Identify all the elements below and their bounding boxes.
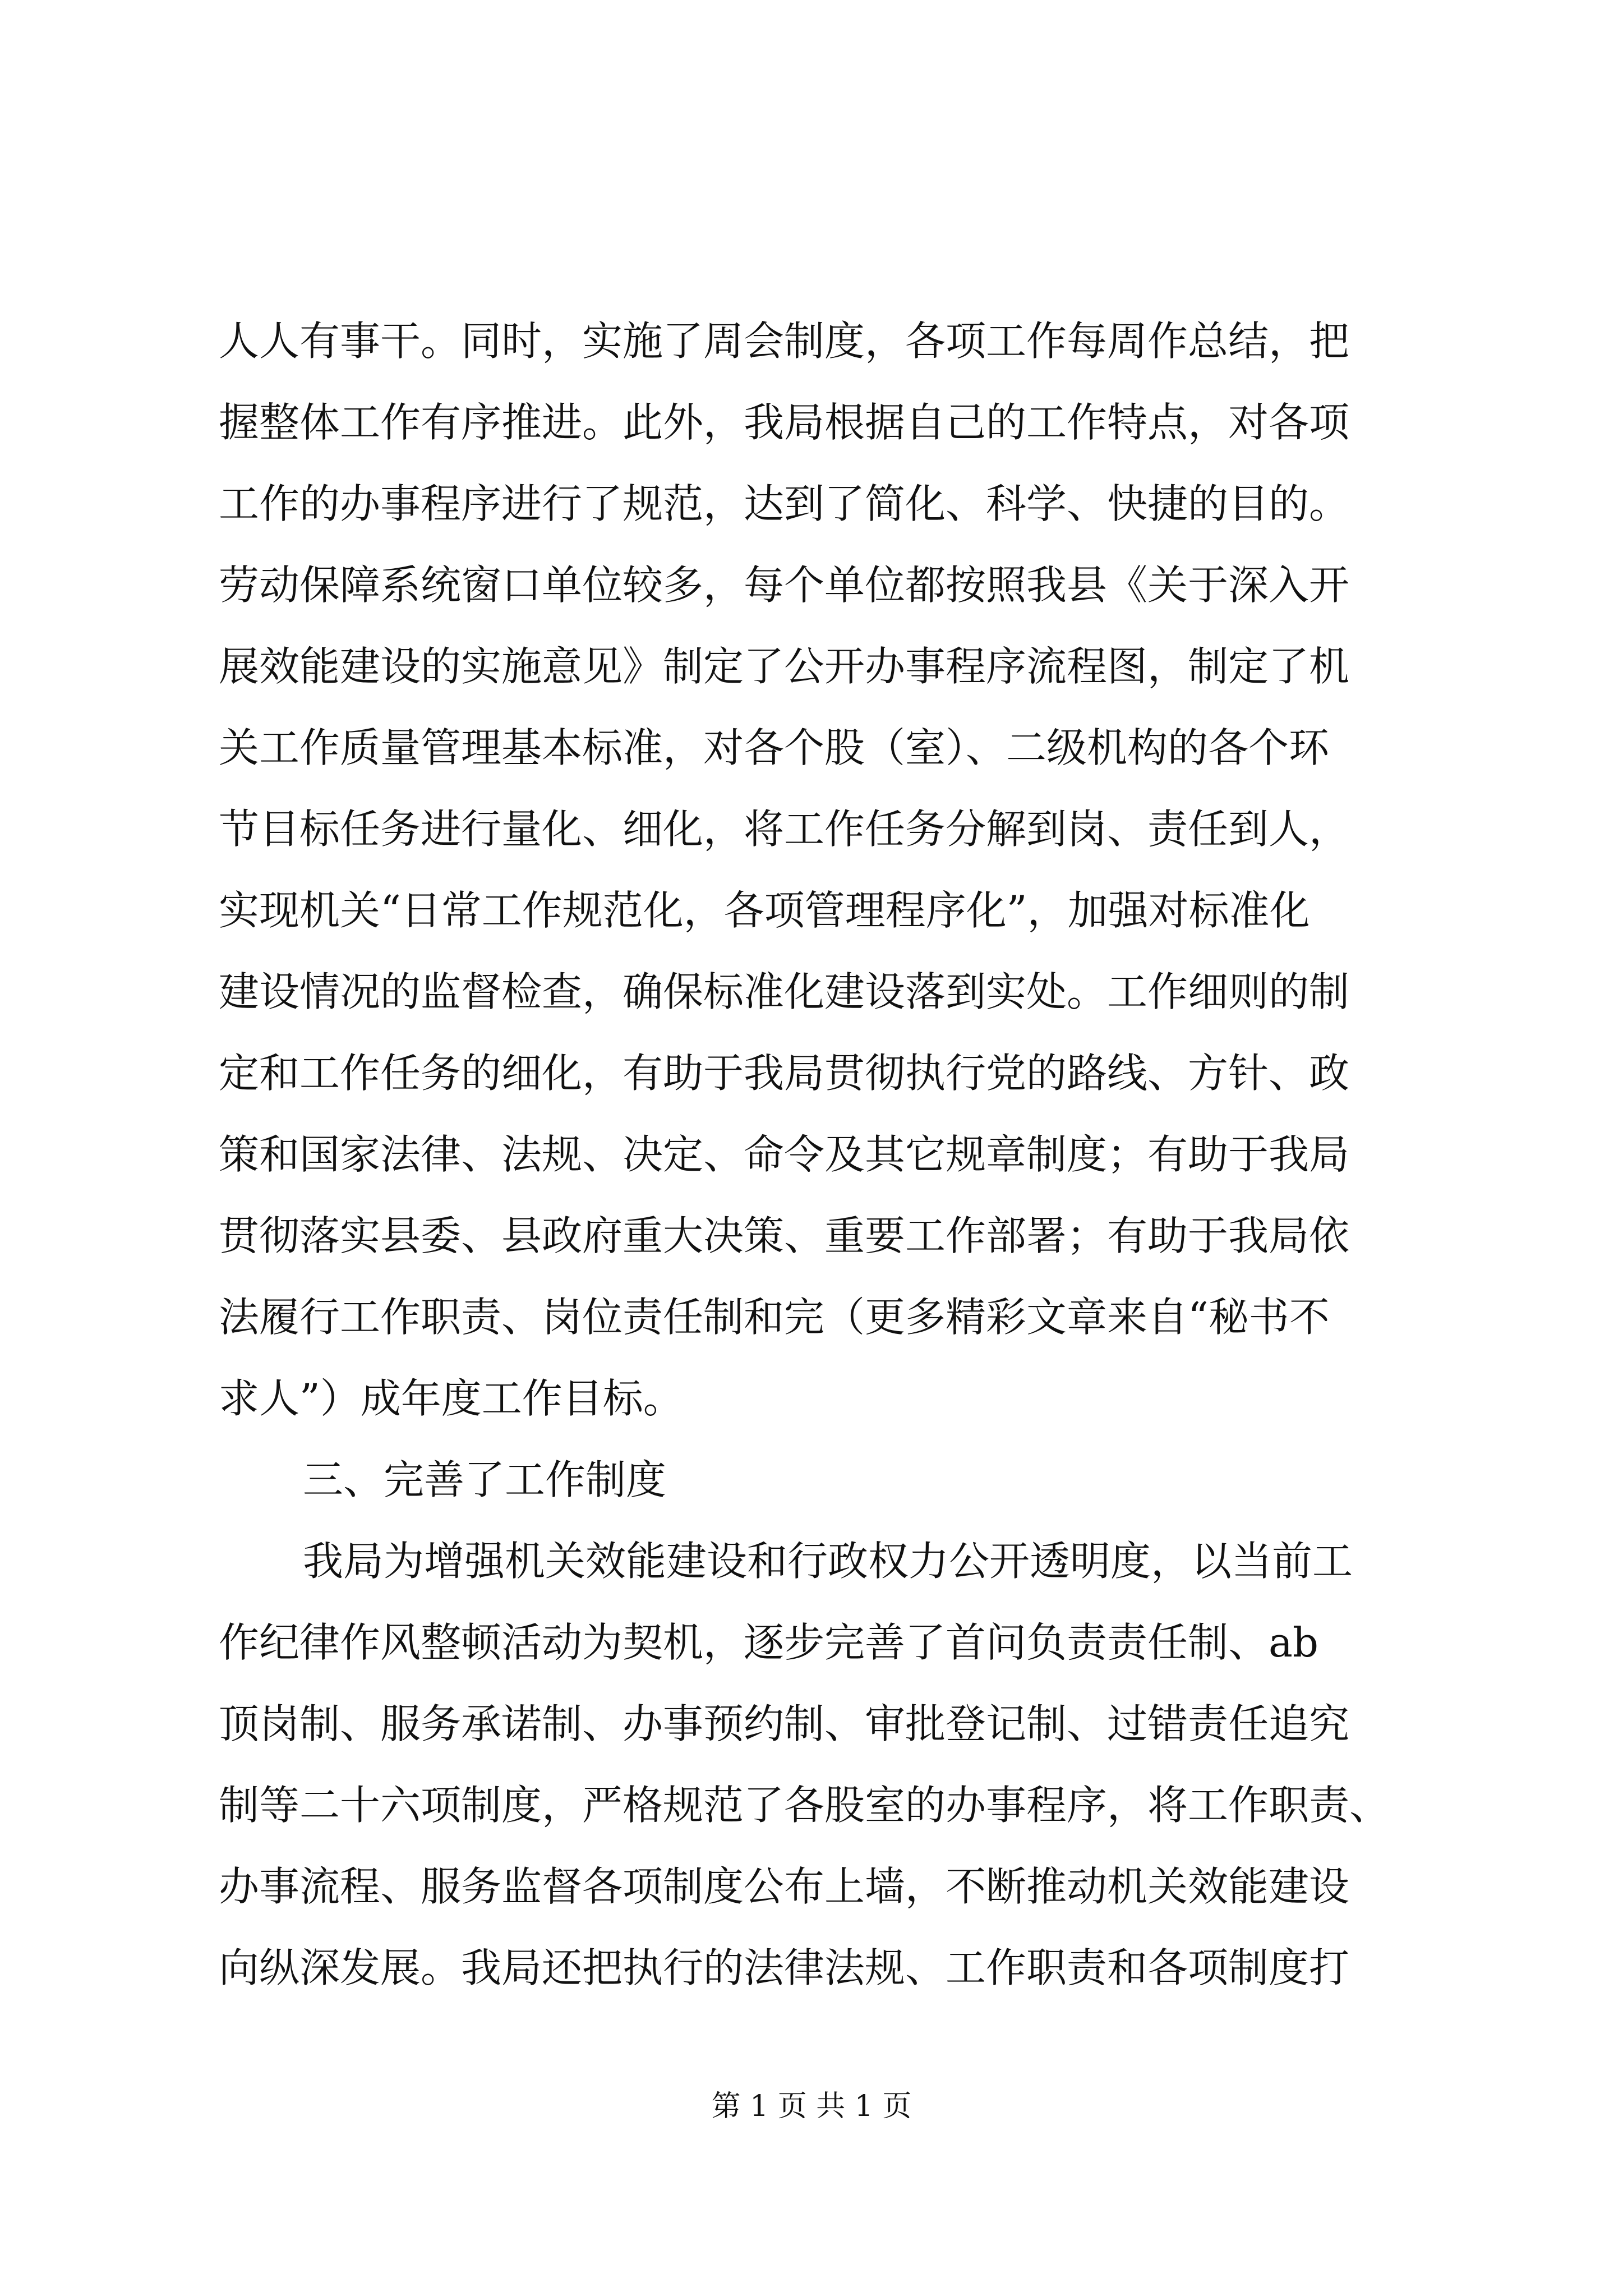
body-text-line: 人人有事干。同时，实施了周会制度，各项工作每周作总结，把 bbox=[219, 318, 1350, 365]
body-text-line: 法履行工作职责、岗位责任制和完（更多精彩文章来自“秘书不 bbox=[219, 1294, 1330, 1341]
body-text-line: 展效能建设的实施意见》制定了公开办事程序流程图，制定了机 bbox=[219, 643, 1350, 690]
body-text-line: 握整体工作有序推进。此外，我局根据自己的工作特点，对各项 bbox=[219, 399, 1350, 446]
section-heading: 三、完善了工作制度 bbox=[303, 1456, 667, 1503]
body-text-line: 办事流程、服务监督各项制度公布上墙，不断推动机关效能建设 bbox=[219, 1863, 1350, 1910]
body-text-line: 劳动保障系统窗口单位较多，每个单位都按照我县《关于深入开 bbox=[219, 562, 1350, 609]
body-text-line: 工作的办事程序进行了规范，达到了简化、科学、快捷的目的。 bbox=[219, 480, 1350, 527]
body-text-line: 实现机关“日常工作规范化，各项管理程序化”，加强对标准化 bbox=[219, 887, 1310, 934]
body-text-line: 求人”）成年度工作目标。 bbox=[219, 1375, 684, 1422]
body-text-line: 贯彻落实县委、县政府重大决策、重要工作部署；有助于我局依 bbox=[219, 1212, 1350, 1259]
body-text-line: 顶岗制、服务承诺制、办事预约制、审批登记制、过错责任追究 bbox=[219, 1700, 1350, 1747]
body-text-line: 制等二十六项制度，严格规范了各股室的办事程序，将工作职责、 bbox=[219, 1782, 1390, 1829]
page-footer: 第 1 页 共 1 页 bbox=[711, 2090, 912, 2123]
body-text-line: 建设情况的监督检查，确保标准化建设落到实处。工作细则的制 bbox=[219, 968, 1350, 1015]
body-text-line: 作纪律作风整顿活动为契机，逐步完善了首问负责责任制、ab bbox=[219, 1619, 1319, 1666]
body-text-line: 我局为增强机关效能建设和行政权力公开透明度，以当前工 bbox=[303, 1538, 1353, 1585]
body-text-line: 关工作质量管理基本标准，对各个股（室）、二级机构的各个环 bbox=[219, 724, 1330, 771]
body-text-line: 定和工作任务的细化，有助于我局贯彻执行党的路线、方针、政 bbox=[219, 1050, 1350, 1097]
body-text-line: 向纵深发展。我局还把执行的法律法规、工作职责和各项制度打 bbox=[219, 1944, 1350, 1991]
body-text-line: 策和国家法律、法规、决定、命令及其它规章制度；有助于我局 bbox=[219, 1131, 1350, 1178]
body-text-line: 节目标任务进行量化、细化，将工作任务分解到岗、责任到人， bbox=[219, 806, 1350, 853]
